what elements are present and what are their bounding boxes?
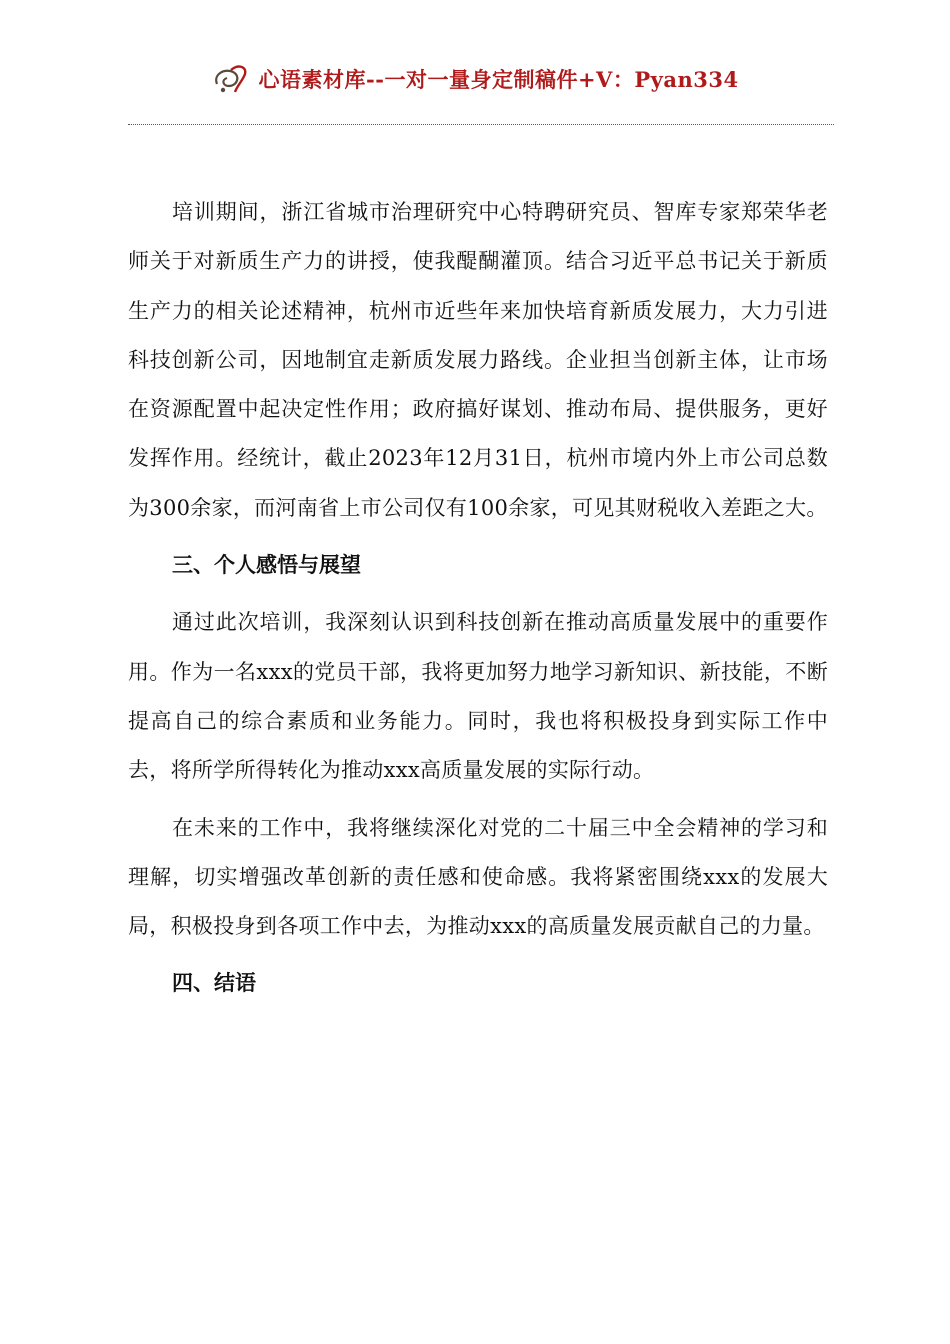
paragraph-insight: 通过此次培训，我深刻认识到科技创新在推动高质量发展中的重要作用。作为一名xxx的党员干部，我将更加努力地学习新知识、新技能，不断提高自己的综合素质和业务能力。同时，我也将积极投身到实际工作中去，将所学所得转化为推动xxx高质量发展的实际行动。 xyxy=(128,610,828,783)
paragraph-future: 在未来的工作中，我将继续深化对党的二十届三中全会精神的学习和理解，切实增强改革创新的责任感和使命感。我将紧密围绕xxx的发展大局，积极投身到各项工作中去，为推动xxx的高质量发展贡献自己的力量。 xyxy=(128,815,828,939)
page-header xyxy=(0,62,950,96)
paragraph-training: 培训期间，浙江省城市治理研究中心特聘研究员、智库专家郑荣华老师关于对新质生产力的讲授，使我醍醐灌顶。结合习近平总书记关于新质生产力的相关论述精神，杭州市近些年来加快培育新质发展力，大力引进科技创新公司，因地制宜走新质发展力路线。企业担当创新主体，让市场在资源配置中起决定性作用；政府搞好谋划、推动布局、提供服务，更好发挥作用。经统计，截止2023年12月31日，杭州市境内外上市公司总数为300余家，而河南省上市公司仅有100余家，可见其财税收入差距之大。 xyxy=(128,200,828,520)
section-heading-4: 四、结语 xyxy=(172,971,256,996)
header-divider xyxy=(128,124,834,125)
header-title: 心语素材库--一对一量身定制稿件+V：Pyan334 xyxy=(258,67,739,92)
heart-script-logo-icon xyxy=(211,62,251,96)
document-body xyxy=(128,188,828,1009)
section-heading-3: 三、个人感悟与展望 xyxy=(172,553,361,578)
